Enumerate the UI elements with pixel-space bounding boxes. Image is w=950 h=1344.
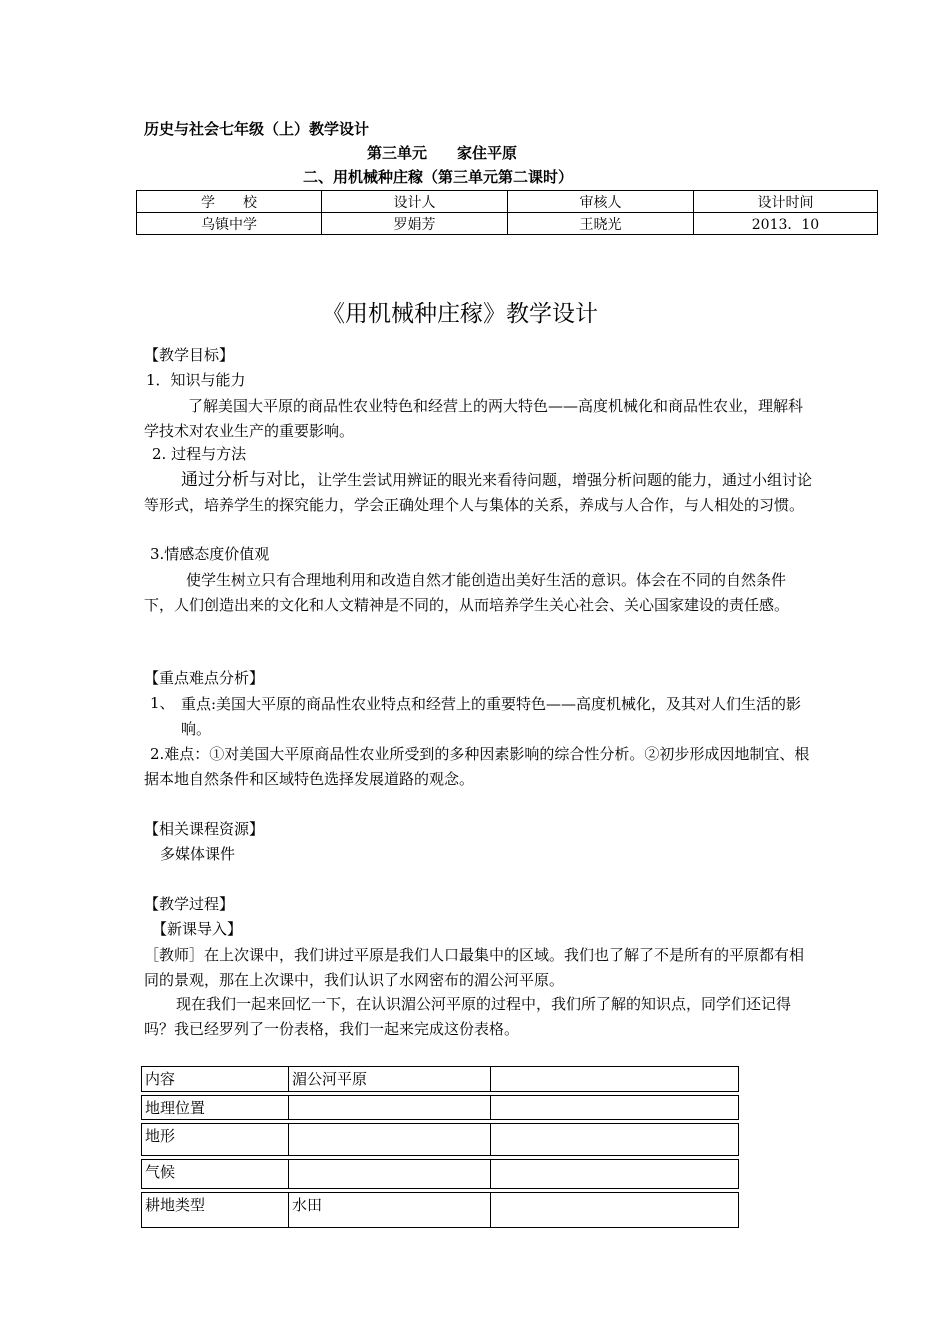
- recall-text: 现在我们一起来回忆一下，在认识湄公河平原的过程中，我们所了解的知识点，同学们还记得吗？我已经罗列了一份表格，我们一起来完成这份表格。: [144, 995, 792, 1038]
- info-value-date: 2013．10: [694, 213, 878, 235]
- keypoints-heading: 【重点难点分析】: [144, 669, 265, 687]
- table-cell: 气候: [141, 1159, 289, 1189]
- table-cell: 内容: [141, 1066, 289, 1092]
- process-heading: 【教学过程】: [144, 895, 235, 913]
- table-cell: 耕地类型: [141, 1192, 289, 1228]
- course-title: 历史与社会七年级（上）教学设计: [144, 120, 370, 138]
- table-cell: [491, 1123, 739, 1156]
- info-value-designer: 罗娟芳: [322, 213, 508, 235]
- knowledge-heading: 1．知识与能力: [146, 371, 246, 389]
- info-table: [136, 190, 878, 235]
- knowledge-text: 了解美国大平原的商品性农业特色和经营上的两大特色——高度机械化和商品性农业，理解科学技术对农业生产的重要影响。: [144, 397, 804, 440]
- table-cell: [491, 1066, 739, 1092]
- values-heading: 3.情感态度价值观: [150, 545, 270, 563]
- info-header-date: 设计时间: [694, 191, 878, 213]
- info-header-school: 学 校: [137, 191, 322, 213]
- table-row: [141, 1123, 739, 1156]
- table-cell: [491, 1192, 739, 1228]
- resources-heading: 【相关课程资源】: [144, 820, 265, 838]
- values-text: 使学生树立只有合理地利用和改造自然才能创造出美好生活的意识。体会在不同的自然条件下，人们创造出来的文化和人文精神是不同的，从而培养学生关心社会、关心国家建设的责任感。: [144, 571, 790, 614]
- table-cell: [491, 1095, 739, 1120]
- table-cell: [289, 1123, 491, 1156]
- resources-text: 多媒体课件: [160, 845, 236, 863]
- process-method-heading: 2. 过程与方法: [152, 445, 247, 463]
- intro-heading: 【新课导入】: [152, 920, 243, 938]
- objectives-heading: 【教学目标】: [144, 346, 235, 364]
- unit-title: 第三单元 家住平原: [367, 144, 518, 162]
- process-method-lead: 通过分析与对比，: [181, 470, 317, 490]
- doc-title: 《用机械种庄稼》教学设计: [322, 301, 598, 327]
- table-row: [141, 1159, 739, 1189]
- teacher-text: ［教师］在上次课中，我们讲过平原是我们人口最集中的区域。我们也了解了不是所有的平原都有相同的景观，那在上次课中，我们认识了水网密布的湄公河平原。: [144, 946, 805, 989]
- lesson-title: 二、用机械种庄稼（第三单元第二课时）: [303, 168, 574, 186]
- keypoint-2-text: 2.难点：①对美国大平原商品性农业所受到的多种因素影响的综合性分析。②初步形成因地制宜、根据本地自然条件和区域特色选择发展道路的观念。: [144, 745, 810, 788]
- info-table-value-row: [137, 213, 878, 235]
- table-row: [141, 1192, 739, 1228]
- info-value-school: 乌镇中学: [137, 213, 322, 235]
- info-value-reviewer: 王晓光: [508, 213, 694, 235]
- table-cell: 地形: [141, 1123, 289, 1156]
- keypoint-1-text: 重点:美国大平原的商品性农业特点和经营上的重要特色——高度机械化，及其对人们生活的影响。: [181, 695, 802, 738]
- table-cell: 湄公河平原: [289, 1066, 491, 1092]
- table-row: [141, 1095, 739, 1120]
- info-header-designer: 设计人: [322, 191, 508, 213]
- compare-table: [141, 1063, 739, 1231]
- table-cell: [491, 1159, 739, 1189]
- table-cell: 地理位置: [141, 1095, 289, 1120]
- process-method-paragraph: [144, 468, 812, 518]
- table-cell: [289, 1095, 491, 1120]
- process-method-text: 让学生尝试用辨证的眼光来看待问题，增强分析问题的能力，通过小组讨论等形式，培养学生的探究能力，学会正确处理个人与集体的关系，养成与人合作，与人相处的习惯。: [144, 471, 813, 514]
- table-cell: [289, 1159, 491, 1189]
- table-row: [141, 1066, 739, 1092]
- info-header-reviewer: 审核人: [508, 191, 694, 213]
- info-table-header-row: [137, 191, 878, 213]
- keypoint-1-label: 1、: [150, 694, 175, 712]
- table-cell: 水田: [289, 1192, 491, 1228]
